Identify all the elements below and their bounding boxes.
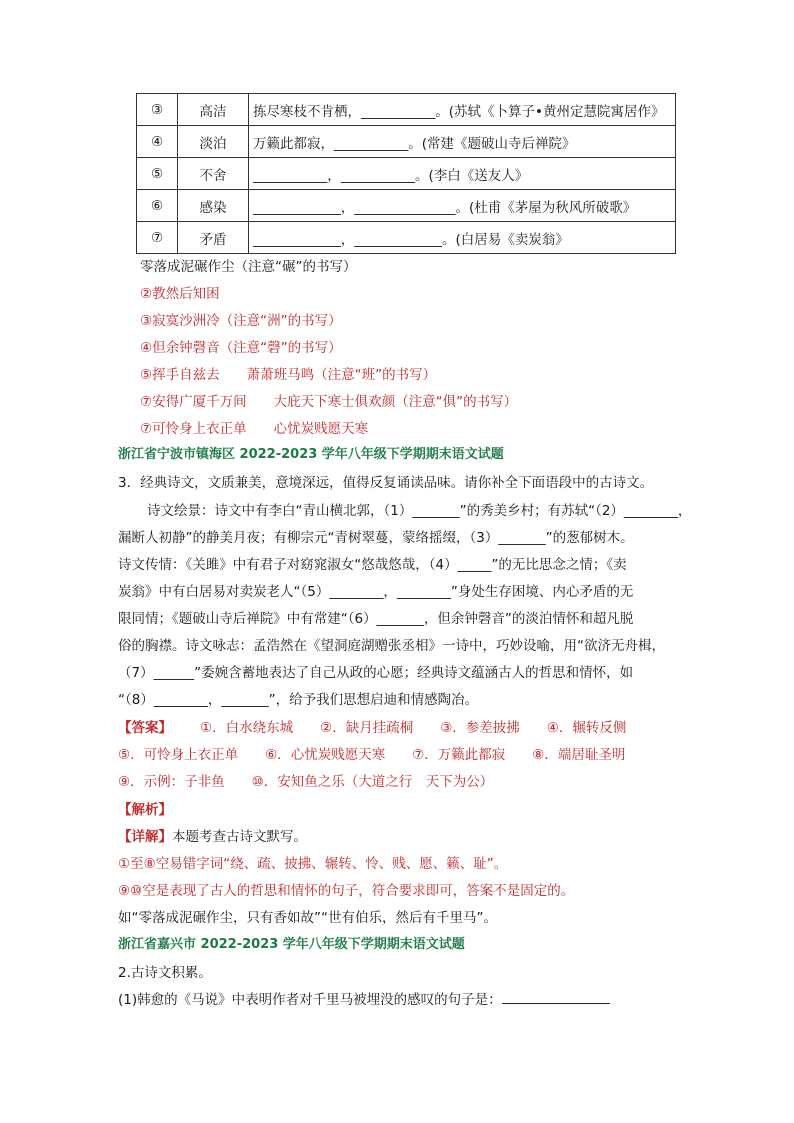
paragraph-line: “（8）________，_______”，给予我们思想启迪和情感陶冶。: [118, 692, 479, 708]
row-theme: 矛盾: [178, 222, 249, 254]
question-intro: 3．经典诗文，文质兼美，意境深远，值得反复诵读品味。请你补全下面语段中的古诗文。: [118, 475, 654, 491]
analysis-line: ⑨⑩空是表现了古人的哲思和情怀的句子，符合要求即可，答案不是固定的。: [118, 883, 575, 899]
paragraph-line: 诗文绘景：诗文中有李白“青山横北郭，（1）_______”的秀美乡村；有苏轼“（2）________，: [147, 503, 692, 519]
row-theme: 淡泊: [178, 126, 249, 158]
answer-line: ①．白水绕东城 ②．缺月挂疏桐 ③．参差披拂 ④．辗转反侧: [200, 720, 627, 736]
paragraph-line: 俗的胸襟。诗文咏志：孟浩然在《望洞庭湖赠张丞相》一诗中，巧妙设喻，用“欲济无舟楫，: [118, 638, 665, 654]
question-line: [118, 988, 610, 1008]
row-text: 万籁此都寂，___________。(常建《题破山寺后禅院》: [249, 126, 676, 158]
row-theme: 感染: [178, 190, 249, 222]
row-theme: 高洁: [178, 94, 249, 126]
answer-line: ⑦可怜身上衣正单 心忧炭贱愿天寒: [140, 421, 369, 437]
paragraph-line: （7）______”委婉含蓄地表达了自己从政的心愿；经典诗文蕴涵古人的哲思和情怀，如: [118, 665, 634, 681]
row-text: _____________，_____________。(白居易《卖炭翁》: [249, 222, 676, 254]
answer-line: 零落成泥碾作尘（注意“碾”的书写）: [140, 259, 357, 275]
row-number: ④: [137, 126, 178, 158]
answer-line: ⑦安得广厦千万间 大庇天下寒士俱欢颜（注意“俱”的书写）: [140, 394, 518, 410]
answer-line: ⑤挥手自兹去 萧萧班马鸣（注意“班”的书写）: [140, 367, 437, 383]
table-row: [137, 190, 676, 222]
row-text: _____________，_______________。(杜甫《茅屋为秋风所破歌》: [249, 190, 676, 222]
question-text: (1)韩愈的《马说》中表明作者对千里马被埋没的感叹的句子是：: [118, 992, 502, 1008]
answer-blank: [502, 991, 610, 1004]
analysis-line: 如“零落成泥碾作尘，只有香如故”“世有伯乐，然后有千里马”。: [118, 910, 497, 926]
question-intro: 2.古诗文积累。: [118, 965, 212, 981]
table-row: [137, 222, 676, 254]
row-number: ⑦: [137, 222, 178, 254]
paragraph-line: 限同情；《题破山寺后禅院》中有常建“（6）_______，但余钟磬音”的淡泊情怀和超凡脱: [118, 611, 634, 627]
row-text: 拣尽寒枝不肯栖，___________。(苏轼《卜算子•黄州定慧院寓居作》: [249, 94, 676, 126]
detail-line: [118, 825, 307, 845]
answer-line: ③寂寞沙洲冷（注意“洲”的书写）: [140, 313, 342, 329]
row-number: ⑤: [137, 158, 178, 190]
section-heading: 浙江省宁波市镇海区 2022-2023 学年八年级下学期期末语文试题: [118, 447, 504, 462]
answer-line: ⑤．可怜身上衣正单 ⑥．心忧炭贱愿天寒 ⑦．万籁此都寂 ⑧．端居耻圣明: [118, 747, 626, 763]
answer-tag: 【答案】: [118, 720, 172, 736]
row-theme: 不舍: [178, 158, 249, 190]
row-number: ③: [137, 94, 178, 126]
detail-tag: 【详解】: [118, 829, 172, 845]
paragraph-line: 漏断人初静”的静美月夜；有柳宗元“青树翠蔓，蒙络摇缀，（3）_______”的葱郁树木。: [118, 530, 634, 546]
answer-line: ⑨．示例：子非鱼 ⑩．安知鱼之乐（大道之行 天下为公）: [118, 774, 494, 790]
paragraph-line: 诗文传情：《关雎》中有君子对窈窕淑女“悠哉悠哉，（4）_____”的无比思念之情；《卖: [118, 557, 627, 573]
detail-text: 本题考查古诗文默写。: [172, 829, 307, 845]
poem-table: [136, 93, 676, 254]
analysis-tag: 【解析】: [118, 802, 172, 818]
row-number: ⑥: [137, 190, 178, 222]
answer-line: ④但余钟磬音（注意“磬”的书写）: [140, 340, 342, 356]
paragraph-line: 炭翁》中有白居易对卖炭老人“（5）________，________”身处生存困境、内心矛盾的无: [118, 584, 634, 600]
row-text: ___________，___________。(李白《送友人》: [249, 158, 676, 190]
table-row: [137, 126, 676, 158]
table-row: [137, 94, 676, 126]
section-heading: 浙江省嘉兴市 2022-2023 学年八年级下学期期末语文试题: [118, 937, 465, 952]
answer-line: ②教然后知困: [140, 286, 220, 302]
analysis-line: ①至⑧空易错字词“绕、疏、披拂、辗转、怜、贱、愿、籁、耻”。: [118, 856, 508, 872]
table-row: [137, 158, 676, 190]
